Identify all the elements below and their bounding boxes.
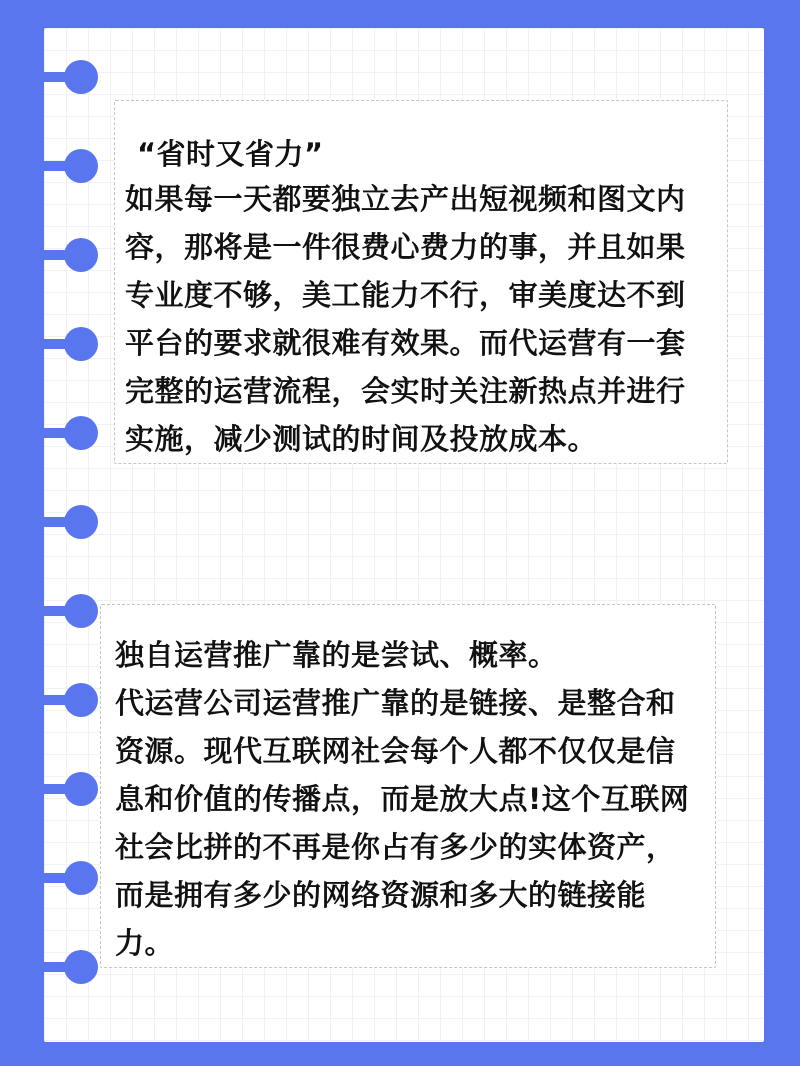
binder-ring-icon: [64, 238, 98, 272]
binder-ring-icon: [64, 683, 98, 717]
binder-ring-icon: [64, 594, 98, 628]
text-card-time-saving: [114, 100, 728, 464]
binder-ring-icon: [64, 327, 98, 361]
binder-ring-icon: [64, 60, 98, 94]
binder-ring-icon: [64, 416, 98, 450]
card-heading: “省时又省力”: [137, 137, 324, 171]
binder-ring-icon: [64, 505, 98, 539]
binder-ring-icon: [64, 149, 98, 183]
card-body-text-line-2: 代运营公司运营推广靠的是链接、是整合和资源。现代互联网社会每个人都不仅仅是信息和价值的传播点，而是放大点!这个互联网社会比拼的不再是你占有多少的实体资产，而是拥有多少的网络资源和多大的链接能力。: [115, 686, 690, 960]
card-body-text-line-1: 独自运营推广靠的是尝试、概率。: [115, 638, 558, 672]
binder-ring-icon: [64, 861, 98, 895]
binder-ring-icon: [64, 950, 98, 984]
text-card-resources: [100, 604, 716, 968]
binder-ring-icon: [64, 772, 98, 806]
card-body-text: 如果每一天都要独立去产出短视频和图文内容，那将是一件很费心费力的事，并且如果专业度不够，美工能力不行，审美度达不到平台的要求就很难有效果。而代运营有一套完整的运营流程，会实时关注新热点并进行实施，减少测试的时间及投放成本。: [125, 182, 686, 456]
